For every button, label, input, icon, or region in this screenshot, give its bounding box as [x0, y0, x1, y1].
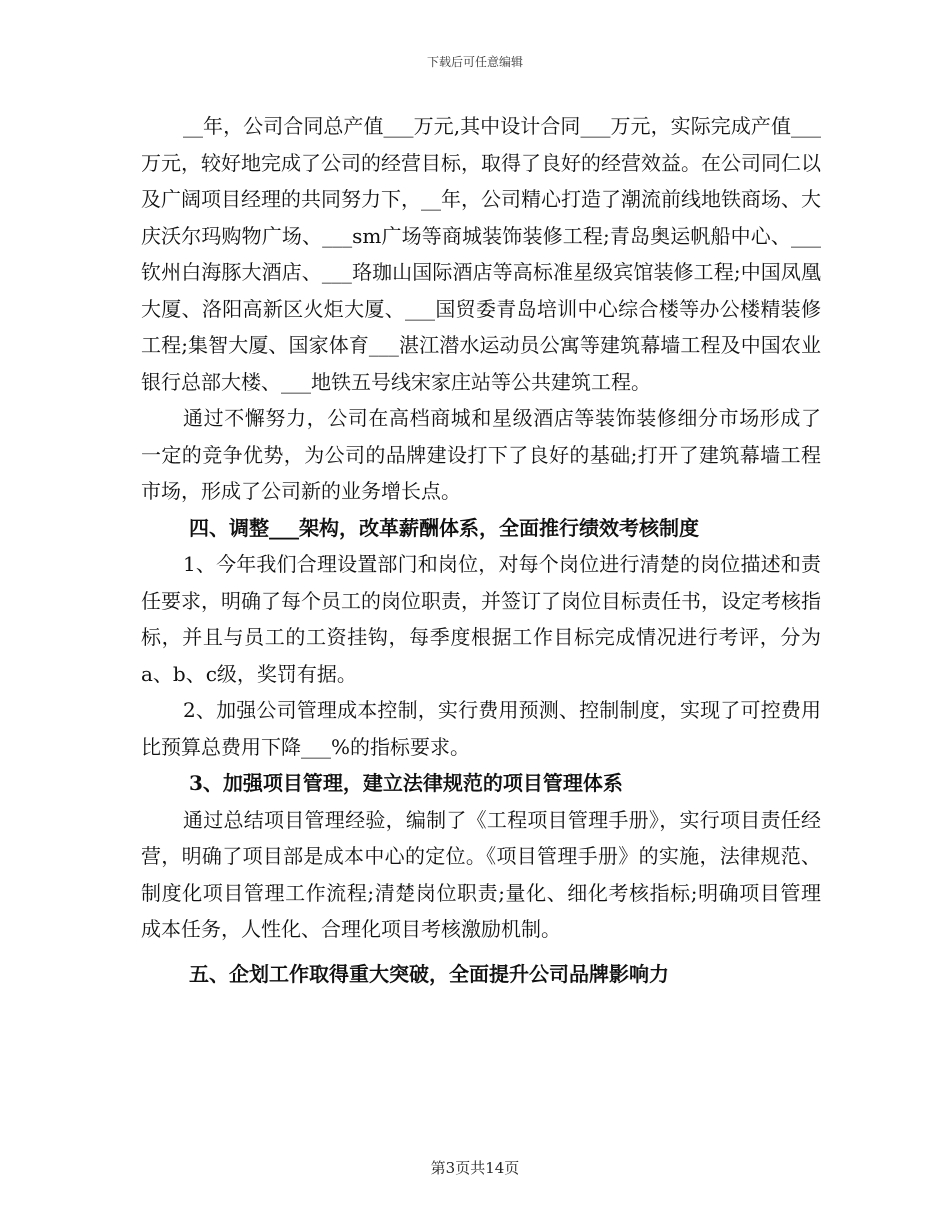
- paragraph-competitive-advantage: 通过不懈努力，公司在高档商城和星级酒店等装饰装修细分市场形成了一定的竞争优势，为公司的品牌建设打下了良好的基础;打开了建筑幕墙工程市场，形成了公司新的业务增长点。: [141, 406, 821, 503]
- paragraph-item-1: 1、今年我们合理设置部门和岗位，对每个岗位进行清楚的岗位描述和责任要求，明确了每个员工的岗位职责，并签订了岗位目标责任书，设定考核指标，并且与员工的工资挂钩，每季度根据工作目标完成情况进行考评，分为a、b、c级，奖罚有据。: [141, 552, 821, 686]
- document-body: [141, 108, 821, 992]
- paragraph-project-management: 通过总结项目管理经验，编制了《工程项目管理手册》，实行项目责任经营，明确了项目部是成本中心的定位。《项目管理手册》的实施，法律规范、制度化项目管理工作流程;清楚岗位职责;量化、细化考核指标;明确项目管理成本任务，人性化、合理化项目考核激励机制。: [141, 807, 821, 941]
- paragraph-item-2: 2、加强公司管理成本控制，实行费用预测、控制制度，实现了可控费用比预算总费用下降___%的指标要求。: [141, 698, 821, 759]
- paragraph-achievements: __年，公司合同总产值___万元,其中设计合同___万元，实际完成产值___万元，较好地完成了公司的经营目标，取得了良好的经营效益。在公司同仁以及广阔项目经理的共同努力下，__年，公司精心打造了潮流前线地铁商场、大庆沃尔玛购物广场、___sm广场等商城装饰装修工程;青岛奥运帆船中心、___钦州白海豚大酒店、___珞珈山国际酒店等高标准星级宾馆装修工程;中国凤凰大厦、洛阳高新区火炬大厦、___国贸委青岛培训中心综合楼等办公楼精装修工程;集智大厦、国家体育___湛江潜水运动员公寓等建筑幕墙工程及中国农业银行总部大楼、___地铁五号线宋家庄站等公共建筑工程。: [141, 114, 821, 394]
- section-heading-four: 四、调整___架构，改革薪酬体系，全面推行绩效考核制度: [189, 515, 699, 540]
- page-header-note: 下载后可任意编辑: [426, 55, 523, 69]
- section-heading-project-management: 3、加强项目管理，建立法律规范的项目管理体系: [189, 771, 623, 795]
- section-heading-five: 五、企划工作取得重大突破，全面提升公司品牌影响力: [189, 961, 669, 986]
- page-number: 第3页共14页: [430, 1159, 520, 1177]
